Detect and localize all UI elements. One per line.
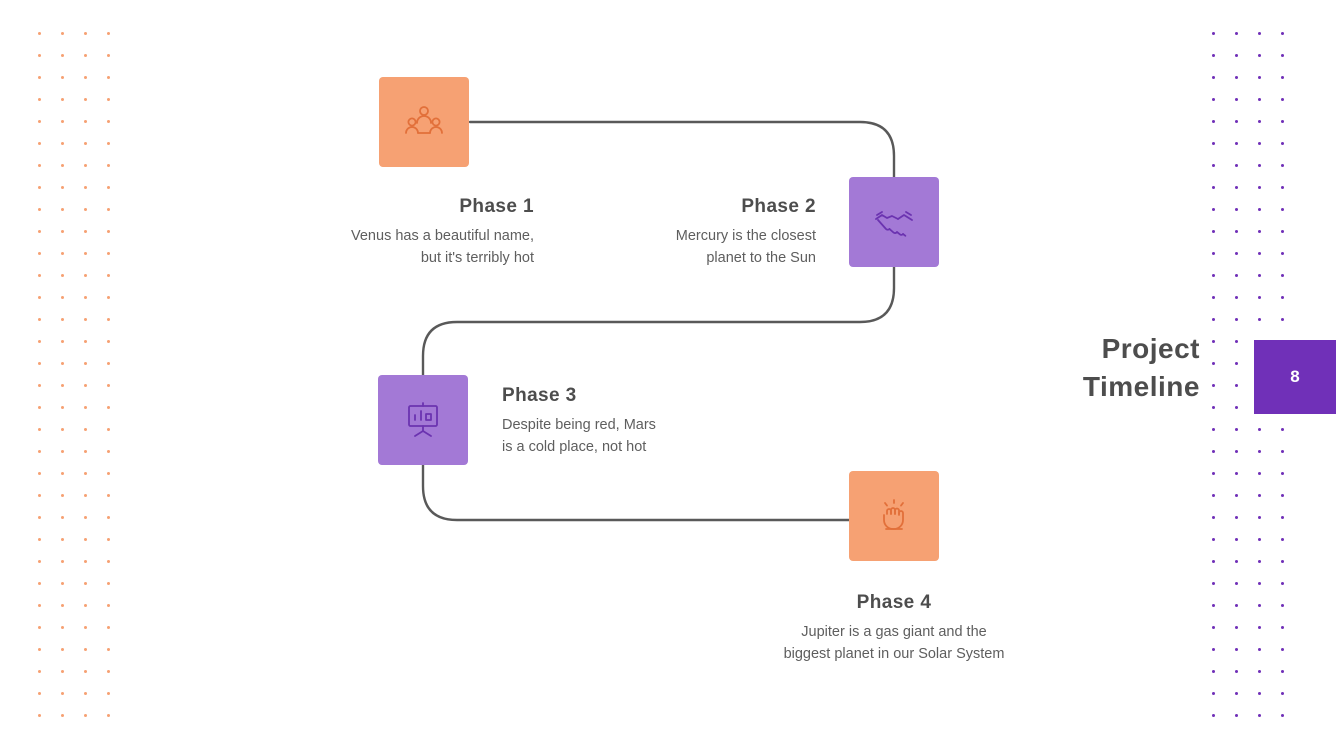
decorative-dot xyxy=(61,648,64,651)
phase-1-description xyxy=(200,225,534,269)
slide-title-line2: Timeline xyxy=(1082,371,1200,402)
decorative-dot xyxy=(107,318,110,321)
decorative-dot xyxy=(61,340,64,343)
decorative-dot xyxy=(84,54,87,57)
decorative-dot xyxy=(107,186,110,189)
phase-1-title: Phase 1 xyxy=(459,196,534,217)
decorative-dot xyxy=(84,142,87,145)
decorative-dot xyxy=(1235,428,1238,431)
decorative-dot xyxy=(1212,406,1215,409)
decorative-dot xyxy=(1258,428,1261,431)
decorative-dot xyxy=(1281,186,1284,189)
decorative-dot xyxy=(1212,76,1215,79)
decorative-dot xyxy=(1212,494,1215,497)
decorative-dot xyxy=(1235,274,1238,277)
decorative-dot xyxy=(1281,230,1284,233)
decorative-dot xyxy=(38,186,41,189)
decorative-dot xyxy=(1212,450,1215,453)
decorative-dot xyxy=(61,164,64,167)
decorative-dot xyxy=(1281,98,1284,101)
team-people-icon xyxy=(402,100,446,144)
decorative-dot xyxy=(107,494,110,497)
decorative-dot xyxy=(84,626,87,629)
decorative-dot xyxy=(1212,604,1215,607)
phase-2-icon-tile[interactable] xyxy=(849,177,939,267)
decorative-dot xyxy=(107,692,110,695)
decorative-dot xyxy=(1235,230,1238,233)
decorative-dot xyxy=(61,54,64,57)
decorative-dot xyxy=(1258,54,1261,57)
decorative-dot xyxy=(84,252,87,255)
decorative-dot xyxy=(1281,604,1284,607)
decorative-dot xyxy=(1235,604,1238,607)
phase-3-description-line2: is a cold place, not hot xyxy=(502,439,647,455)
decorative-dot xyxy=(1235,340,1238,343)
decorative-dot xyxy=(61,120,64,123)
decorative-dot xyxy=(38,252,41,255)
decorative-dot xyxy=(38,98,41,101)
decorative-dot-pattern-left xyxy=(38,0,114,752)
decorative-dot xyxy=(1235,582,1238,585)
decorative-dot xyxy=(107,164,110,167)
decorative-dot xyxy=(38,54,41,57)
decorative-dot xyxy=(107,296,110,299)
decorative-dot xyxy=(84,472,87,475)
decorative-dot xyxy=(84,648,87,651)
decorative-dot xyxy=(84,120,87,123)
decorative-dot xyxy=(61,560,64,563)
decorative-dot xyxy=(61,472,64,475)
decorative-dot xyxy=(1258,538,1261,541)
decorative-dot xyxy=(38,164,41,167)
decorative-dot xyxy=(1212,428,1215,431)
decorative-dot xyxy=(1212,274,1215,277)
decorative-dot xyxy=(1212,538,1215,541)
decorative-dot xyxy=(1235,538,1238,541)
phase-4-title: Phase 4 xyxy=(856,592,932,613)
decorative-dot xyxy=(38,450,41,453)
decorative-dot xyxy=(107,32,110,35)
decorative-dot xyxy=(1258,98,1261,101)
decorative-dot xyxy=(1258,186,1261,189)
phase-4-icon-tile[interactable] xyxy=(849,471,939,561)
decorative-dot xyxy=(107,230,110,233)
decorative-dot xyxy=(1235,692,1238,695)
decorative-dot xyxy=(1258,472,1261,475)
decorative-dot xyxy=(1258,494,1261,497)
decorative-dot xyxy=(1212,120,1215,123)
decorative-dot xyxy=(107,560,110,563)
decorative-dot xyxy=(61,252,64,255)
decorative-dot xyxy=(1235,120,1238,123)
decorative-dot xyxy=(1212,648,1215,651)
decorative-dot xyxy=(38,318,41,321)
decorative-dot xyxy=(107,98,110,101)
decorative-dot xyxy=(61,76,64,79)
phase-4-description-line2: biggest planet in our Solar System xyxy=(783,646,1005,662)
decorative-dot xyxy=(38,692,41,695)
decorative-dot xyxy=(84,582,87,585)
decorative-dot xyxy=(84,538,87,541)
decorative-dot xyxy=(61,516,64,519)
decorative-dot xyxy=(1212,98,1215,101)
decorative-dot xyxy=(1281,582,1284,585)
decorative-dot xyxy=(1212,32,1215,35)
decorative-dot xyxy=(84,428,87,431)
decorative-dot xyxy=(1235,560,1238,563)
decorative-dot xyxy=(1258,582,1261,585)
decorative-dot xyxy=(107,384,110,387)
decorative-dot xyxy=(84,230,87,233)
decorative-dot xyxy=(1281,32,1284,35)
decorative-dot xyxy=(1258,164,1261,167)
decorative-dot xyxy=(61,318,64,321)
decorative-dot xyxy=(84,714,87,717)
decorative-dot xyxy=(1212,230,1215,233)
phase-1-description-line2: but it's terribly hot xyxy=(420,250,534,266)
decorative-dot xyxy=(84,670,87,673)
phase-2-text xyxy=(530,196,816,269)
decorative-dot xyxy=(107,516,110,519)
decorative-dot xyxy=(1258,560,1261,563)
decorative-dot xyxy=(107,626,110,629)
phase-1-icon-tile[interactable] xyxy=(379,77,469,167)
decorative-dot xyxy=(1212,340,1215,343)
decorative-dot xyxy=(1235,362,1238,365)
decorative-dot xyxy=(107,54,110,57)
decorative-dot xyxy=(1258,450,1261,453)
decorative-dot xyxy=(61,626,64,629)
decorative-dot xyxy=(107,714,110,717)
decorative-dot xyxy=(38,230,41,233)
decorative-dot xyxy=(1281,648,1284,651)
decorative-dot xyxy=(1235,516,1238,519)
decorative-dot xyxy=(1258,516,1261,519)
decorative-dot xyxy=(1281,208,1284,211)
decorative-dot xyxy=(84,604,87,607)
decorative-dot xyxy=(1235,98,1238,101)
decorative-dot xyxy=(1281,76,1284,79)
decorative-dot xyxy=(1212,384,1215,387)
decorative-dot xyxy=(61,362,64,365)
decorative-dot xyxy=(38,670,41,673)
decorative-dot xyxy=(1281,670,1284,673)
decorative-dot xyxy=(1258,208,1261,211)
decorative-dot xyxy=(84,560,87,563)
decorative-dot xyxy=(61,406,64,409)
slide-title-line1: Project xyxy=(1101,333,1200,364)
decorative-dot xyxy=(1281,296,1284,299)
phase-4-text xyxy=(729,592,1059,665)
decorative-dot xyxy=(61,98,64,101)
decorative-dot xyxy=(38,472,41,475)
phase-3-description-line1: Despite being red, Mars xyxy=(502,417,656,433)
decorative-dot xyxy=(38,384,41,387)
decorative-dot xyxy=(1281,428,1284,431)
phase-2-description xyxy=(530,225,816,269)
decorative-dot xyxy=(38,76,41,79)
decorative-dot xyxy=(1258,230,1261,233)
decorative-dot xyxy=(38,604,41,607)
decorative-dot xyxy=(61,186,64,189)
decorative-dot xyxy=(1258,604,1261,607)
decorative-dot xyxy=(1281,516,1284,519)
decorative-dot xyxy=(1258,670,1261,673)
decorative-dot xyxy=(61,208,64,211)
decorative-dot xyxy=(61,296,64,299)
decorative-dot xyxy=(61,230,64,233)
decorative-dot xyxy=(1281,626,1284,629)
page-number-badge xyxy=(1254,340,1336,414)
decorative-dot xyxy=(1258,76,1261,79)
decorative-dot xyxy=(107,604,110,607)
decorative-dot xyxy=(61,604,64,607)
decorative-dot xyxy=(1258,296,1261,299)
decorative-dot xyxy=(1235,384,1238,387)
decorative-dot xyxy=(1258,318,1261,321)
decorative-dot xyxy=(84,98,87,101)
decorative-dot xyxy=(1235,164,1238,167)
decorative-dot xyxy=(1281,538,1284,541)
decorative-dot xyxy=(1212,670,1215,673)
slide-title xyxy=(990,330,1200,406)
decorative-dot xyxy=(107,76,110,79)
decorative-dot xyxy=(1281,494,1284,497)
decorative-dot xyxy=(84,274,87,277)
decorative-dot xyxy=(1258,648,1261,651)
decorative-dot xyxy=(61,32,64,35)
decorative-dot xyxy=(38,120,41,123)
decorative-dot xyxy=(38,582,41,585)
decorative-dot xyxy=(107,274,110,277)
phase-2-title: Phase 2 xyxy=(741,196,816,217)
decorative-dot xyxy=(1235,472,1238,475)
decorative-dot xyxy=(107,142,110,145)
decorative-dot xyxy=(1258,692,1261,695)
decorative-dot xyxy=(38,538,41,541)
decorative-dot xyxy=(84,362,87,365)
decorative-dot xyxy=(1235,318,1238,321)
decorative-dot xyxy=(107,340,110,343)
decorative-dot xyxy=(84,516,87,519)
decorative-dot xyxy=(38,340,41,343)
phase-1-text xyxy=(200,196,534,269)
decorative-dot xyxy=(38,362,41,365)
decorative-dot xyxy=(1212,626,1215,629)
decorative-dot xyxy=(1212,296,1215,299)
decorative-dot xyxy=(61,274,64,277)
decorative-dot xyxy=(84,164,87,167)
decorative-dot xyxy=(38,208,41,211)
decorative-dot xyxy=(84,450,87,453)
decorative-dot xyxy=(107,648,110,651)
decorative-dot xyxy=(1258,714,1261,717)
decorative-dot xyxy=(84,32,87,35)
decorative-dot xyxy=(1235,450,1238,453)
phase-3-description xyxy=(502,414,832,458)
decorative-dot xyxy=(1281,142,1284,145)
decorative-dot xyxy=(1258,32,1261,35)
decorative-dot xyxy=(1212,714,1215,717)
decorative-dot xyxy=(1212,54,1215,57)
decorative-dot xyxy=(1281,472,1284,475)
decorative-dot xyxy=(84,186,87,189)
decorative-dot xyxy=(1281,120,1284,123)
phase-3-title: Phase 3 xyxy=(502,385,577,406)
decorative-dot xyxy=(1212,692,1215,695)
decorative-dot xyxy=(1212,252,1215,255)
decorative-dot xyxy=(1281,54,1284,57)
decorative-dot xyxy=(61,428,64,431)
decorative-dot xyxy=(1281,164,1284,167)
decorative-dot xyxy=(38,274,41,277)
decorative-dot xyxy=(84,318,87,321)
decorative-dot xyxy=(1212,142,1215,145)
page-number-label: 8 xyxy=(1290,367,1300,386)
decorative-dot xyxy=(38,406,41,409)
decorative-dot xyxy=(1212,582,1215,585)
decorative-dot xyxy=(1212,318,1215,321)
decorative-dot xyxy=(107,582,110,585)
decorative-dot xyxy=(1258,120,1261,123)
decorative-dot xyxy=(1281,714,1284,717)
decorative-dot xyxy=(1212,208,1215,211)
decorative-dot xyxy=(1235,296,1238,299)
decorative-dot xyxy=(1281,252,1284,255)
decorative-dot xyxy=(61,670,64,673)
phase-2-description-line1: Mercury is the closest xyxy=(675,228,816,244)
decorative-dot xyxy=(1258,142,1261,145)
decorative-dot xyxy=(1212,472,1215,475)
decorative-dot xyxy=(84,208,87,211)
decorative-dot xyxy=(84,296,87,299)
decorative-dot xyxy=(84,406,87,409)
decorative-dot xyxy=(1235,252,1238,255)
decorative-dot xyxy=(84,340,87,343)
phase-2-description-line2: planet to the Sun xyxy=(706,250,816,266)
decorative-dot xyxy=(107,362,110,365)
decorative-dot xyxy=(1258,252,1261,255)
decorative-dot xyxy=(61,582,64,585)
decorative-dot xyxy=(107,252,110,255)
decorative-dot xyxy=(61,538,64,541)
decorative-dot xyxy=(1281,692,1284,695)
decorative-dot xyxy=(61,384,64,387)
decorative-dot xyxy=(107,406,110,409)
decorative-dot xyxy=(1281,274,1284,277)
decorative-dot xyxy=(1235,714,1238,717)
decorative-dot xyxy=(1212,560,1215,563)
decorative-dot xyxy=(1212,186,1215,189)
decorative-dot xyxy=(38,296,41,299)
decorative-dot xyxy=(38,494,41,497)
decorative-dot xyxy=(107,120,110,123)
decorative-dot xyxy=(84,76,87,79)
decorative-dot xyxy=(1235,76,1238,79)
decorative-dot xyxy=(61,714,64,717)
decorative-dot xyxy=(38,142,41,145)
decorative-dot xyxy=(84,692,87,695)
phase-3-text xyxy=(502,385,832,458)
decorative-dot xyxy=(107,472,110,475)
decorative-dot xyxy=(1235,626,1238,629)
handshake-icon xyxy=(872,200,916,244)
decorative-dot xyxy=(38,516,41,519)
decorative-dot xyxy=(107,208,110,211)
decorative-dot xyxy=(1235,494,1238,497)
phase-4-description-line1: Jupiter is a gas giant and the xyxy=(801,624,987,640)
decorative-dot xyxy=(1212,164,1215,167)
decorative-dot xyxy=(107,428,110,431)
phase-3-icon-tile[interactable] xyxy=(378,375,468,465)
decorative-dot xyxy=(1281,318,1284,321)
phase-1-description-line1: Venus has a beautiful name, xyxy=(351,228,534,244)
decorative-dot xyxy=(61,692,64,695)
decorative-dot xyxy=(38,626,41,629)
decorative-dot xyxy=(1281,450,1284,453)
decorative-dot xyxy=(107,538,110,541)
decorative-dot xyxy=(1235,142,1238,145)
decorative-dot xyxy=(38,648,41,651)
decorative-dot xyxy=(1235,406,1238,409)
decorative-dot xyxy=(38,560,41,563)
decorative-dot xyxy=(61,450,64,453)
decorative-dot xyxy=(107,670,110,673)
phase-4-description xyxy=(729,621,1059,665)
decorative-dot xyxy=(1235,54,1238,57)
presentation-chart-icon xyxy=(401,398,445,442)
decorative-dot xyxy=(38,32,41,35)
decorative-dot xyxy=(61,142,64,145)
decorative-dot xyxy=(1212,516,1215,519)
decorative-dot xyxy=(1281,560,1284,563)
decorative-dot xyxy=(1235,208,1238,211)
decorative-dot xyxy=(1258,274,1261,277)
raised-fist-icon xyxy=(872,494,916,538)
decorative-dot xyxy=(61,494,64,497)
decorative-dot xyxy=(1258,626,1261,629)
decorative-dot xyxy=(1235,32,1238,35)
decorative-dot xyxy=(84,494,87,497)
decorative-dot xyxy=(38,428,41,431)
decorative-dot xyxy=(1212,362,1215,365)
decorative-dot xyxy=(1235,670,1238,673)
decorative-dot xyxy=(38,714,41,717)
decorative-dot xyxy=(1235,186,1238,189)
decorative-dot xyxy=(84,384,87,387)
decorative-dot xyxy=(1235,648,1238,651)
decorative-dot xyxy=(107,450,110,453)
